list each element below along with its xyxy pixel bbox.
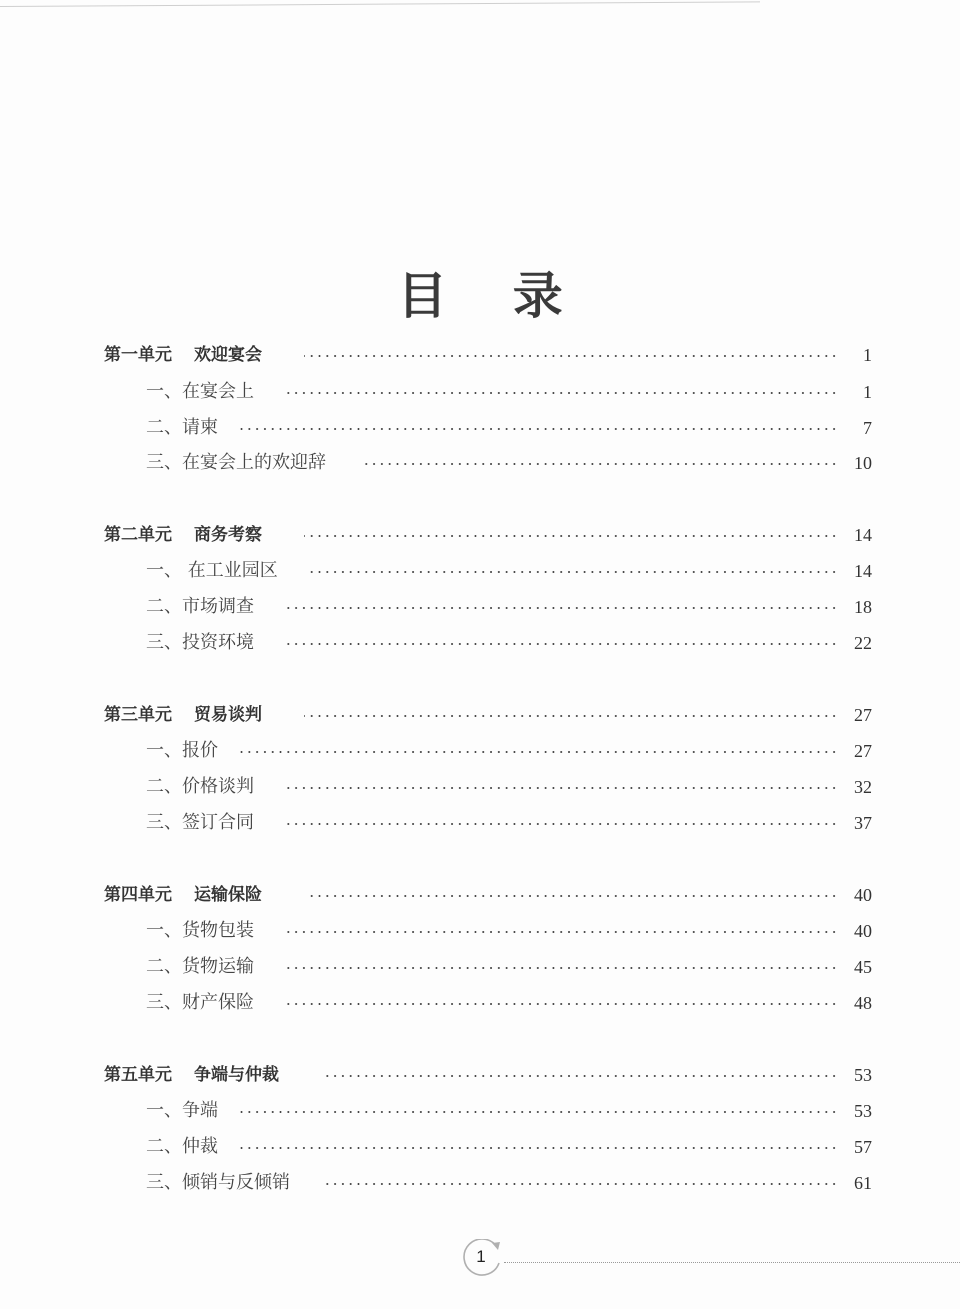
page-number: 53 (854, 1065, 872, 1085)
toc-section[interactable] (0, 1132, 960, 1162)
page-number: 27 (854, 705, 872, 725)
dot-leader (324, 1183, 838, 1185)
toc-unit-4[interactable] (0, 880, 960, 910)
dot-leader (310, 571, 838, 573)
dot-leader (282, 643, 838, 645)
section-title: 二、市场调查 (146, 596, 254, 617)
section-title: 一、货物包装 (146, 920, 254, 941)
toc-section[interactable] (0, 556, 960, 586)
dot-leader (282, 1003, 838, 1005)
page-number: 40 (854, 921, 872, 941)
unit-number: 第一单元 (104, 345, 172, 365)
unit-label (104, 520, 262, 550)
title-char-2: 录 (512, 265, 563, 325)
section-title: 二、货物运输 (146, 956, 254, 977)
unit-title: 贸易谈判 (194, 705, 262, 725)
section-title: 一、争端 (146, 1100, 218, 1121)
section-title: 一、 在工业园区 (146, 560, 278, 581)
dot-leader (282, 931, 838, 933)
toc-section[interactable] (0, 808, 960, 838)
section-title: 三、倾销与反倾销 (146, 1172, 290, 1193)
toc-section[interactable] (0, 1168, 960, 1198)
section-title: 三、签订合同 (146, 812, 254, 833)
toc-section[interactable] (0, 592, 960, 622)
dot-leader (282, 823, 838, 825)
unit-title: 争端与仲裁 (194, 1065, 279, 1085)
toc-section[interactable] (0, 988, 960, 1018)
dot-leader (282, 787, 838, 789)
page-number: 61 (854, 1173, 872, 1193)
dot-leader (240, 1111, 838, 1113)
unit-title: 运输保险 (194, 885, 262, 905)
unit-title: 欢迎宴会 (194, 345, 262, 365)
page-number: 32 (854, 777, 872, 797)
toc-section[interactable] (0, 952, 960, 982)
page-number: 10 (854, 453, 872, 473)
dot-leader (240, 428, 838, 430)
toc-section[interactable] (0, 377, 960, 407)
page-number: 53 (854, 1101, 872, 1121)
page-number: 37 (854, 813, 872, 833)
page-number: 1 (863, 345, 872, 365)
dot-leader (282, 392, 838, 394)
dot-leader (304, 715, 838, 717)
unit-number: 第三单元 (104, 705, 172, 725)
unit-label (104, 340, 262, 370)
dot-leader (364, 463, 838, 465)
section-title: 二、价格谈判 (146, 776, 254, 797)
section-title: 一、报价 (146, 740, 218, 761)
page-number: 57 (854, 1137, 872, 1157)
dot-leader (240, 1147, 838, 1149)
toc-unit-3[interactable] (0, 700, 960, 730)
page-number: 40 (854, 885, 872, 905)
toc-section[interactable] (0, 772, 960, 802)
toc-section[interactable] (0, 413, 960, 443)
unit-number: 第四单元 (104, 885, 172, 905)
page-number: 14 (854, 525, 872, 545)
page-number: 22 (854, 633, 872, 653)
toc-unit-5[interactable] (0, 1060, 960, 1090)
page-number: 48 (854, 993, 872, 1013)
dot-leader (282, 607, 838, 609)
section-title: 三、财产保险 (146, 992, 254, 1013)
dot-leader (282, 967, 838, 969)
footer-page-number: 1 (476, 1247, 486, 1266)
unit-label (104, 880, 262, 910)
footer-rule (504, 1262, 960, 1263)
page-number: 14 (854, 561, 872, 581)
dot-leader (240, 751, 838, 753)
dot-leader (310, 895, 838, 897)
toc-unit-2[interactable] (0, 520, 960, 550)
unit-label (104, 1060, 279, 1090)
toc-unit-1[interactable] (0, 340, 960, 370)
toc-section[interactable] (0, 736, 960, 766)
dot-leader (304, 535, 838, 537)
toc-section[interactable] (0, 1096, 960, 1126)
unit-number: 第五单元 (104, 1065, 172, 1085)
toc-section[interactable] (0, 448, 960, 478)
page-title (0, 256, 960, 328)
toc-section[interactable] (0, 628, 960, 658)
page-number: 7 (863, 418, 872, 438)
page-number: 45 (854, 957, 872, 977)
section-title: 一、在宴会上 (146, 381, 254, 402)
toc-section[interactable] (0, 916, 960, 946)
section-title: 三、投资环境 (146, 632, 254, 653)
unit-number: 第二单元 (104, 525, 172, 545)
section-title: 二、请柬 (146, 417, 218, 438)
dot-leader (304, 355, 838, 357)
page-number: 18 (854, 597, 872, 617)
page-number: 1 (863, 382, 872, 402)
unit-title: 商务考察 (194, 525, 262, 545)
section-title: 三、在宴会上的欢迎辞 (146, 452, 326, 473)
dot-leader (324, 1075, 838, 1077)
section-title: 二、仲裁 (146, 1136, 218, 1157)
scan-edge-line (0, 1, 760, 7)
page-number: 27 (854, 741, 872, 761)
title-char-1: 目 (397, 265, 448, 325)
unit-label (104, 700, 262, 730)
